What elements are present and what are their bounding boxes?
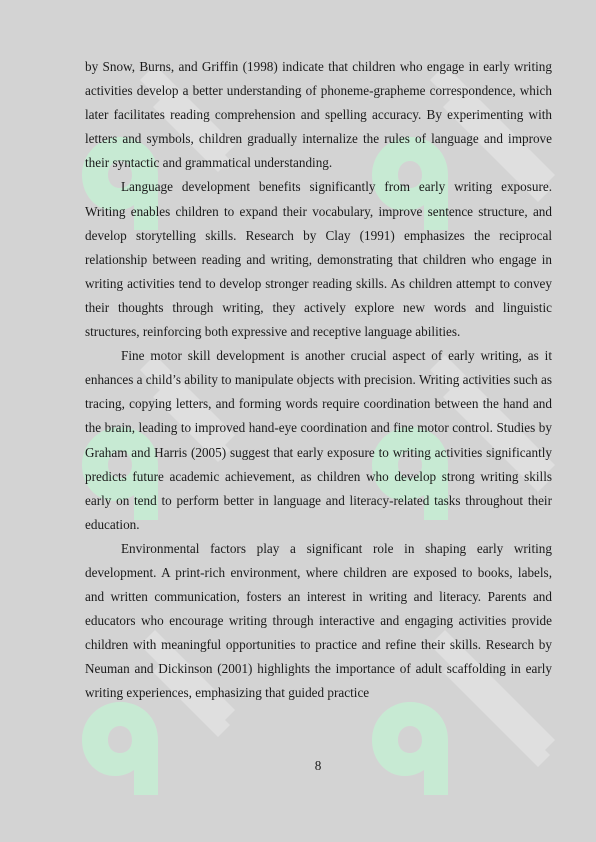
paragraph-environmental-factors: Environmental factors play a significant role in shaping early writing development. A print-rich environment, where children are exposed to books, labels, and written communication, fosters an interest in writing and literacy. Parents and educators who encourage writing through interactive and engaging activities provide children with meaningful opportunities to practice and refine their skills. Research by Neuman and Dickinson (2001) highlights the importance of adult scaffolding in early writing experiences, emphasizing that guided practice xyxy=(85,540,552,701)
page-number: 8 xyxy=(314,758,322,773)
paragraph-language-development: Language development benefits significantly from early writing exposure. Writing enables children to expand their vocabulary, improve sentence structure, and develop storytelling skills. Research by Clay (1991) emphasizes the reciprocal relationship between reading and writing, demonstrating that children who engage in writing activities tend to develop stronger reading skills. As children attempt to convey their thoughts through writing, they actively explore new words and linguistic structures, reinforcing both expressive and receptive language abilities. xyxy=(85,179,552,340)
paragraph-fine-motor-skills: Fine motor skill development is another crucial aspect of early writing, as it enhances a child’s ability to manipulate objects with precision. Writing activities such as tracing, copying letters, and forming words require coordination between the hand and the brain, leading to improved hand-eye coordination and fine motor control. Studies by Graham and Harris (2005) suggest that early exposure to writing activities significantly predicts future academic achievement, as children who develop strong writing skills early on tend to perform better in language and literacy-related tasks throughout their education. xyxy=(85,348,552,532)
document-body xyxy=(85,55,552,706)
paragraph-continued: by Snow, Burns, and Griffin (1998) indicate that children who engage in early writing activities develop a better understanding of phoneme-grapheme correspondence, which later facilitates reading comprehension and spelling accuracy. By experimenting with letters and symbols, children gradually internalize the rules of language and improve their syntactic and grammatical understanding. xyxy=(85,59,552,171)
